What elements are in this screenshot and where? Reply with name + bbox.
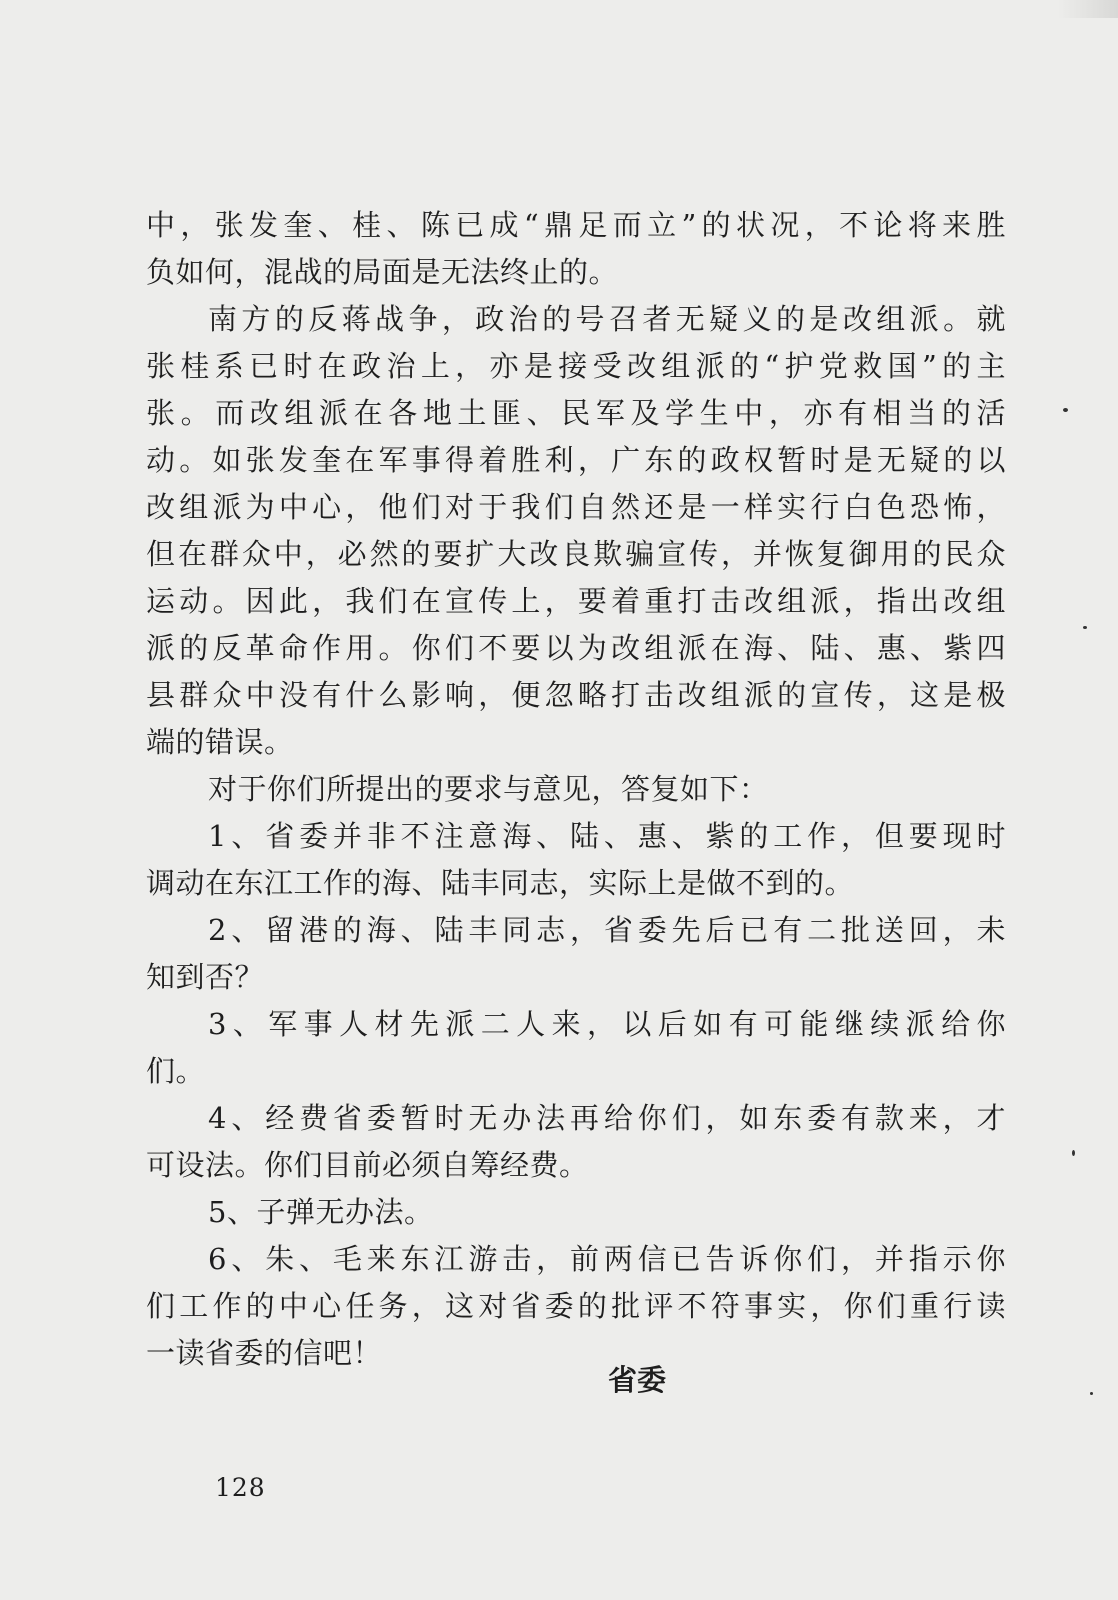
text-line: 可设法。你们目前必须自筹经费。 xyxy=(146,1148,589,1182)
scan-speck xyxy=(1063,408,1068,412)
scan-speck xyxy=(1090,1392,1093,1395)
text-line: 动。如张发奎在军事得着胜利，广东的政权暂时是无疑的以 xyxy=(146,443,1006,477)
text-line: 中，张发奎、桂、陈已成“鼎足而立”的状况，不论将来胜 xyxy=(146,208,1006,242)
text-line: 调动在东江工作的海、陆丰同志，实际上是做不到的。 xyxy=(146,866,855,900)
text-line: 5、子弹无办法。 xyxy=(208,1195,434,1229)
page-number: 128 xyxy=(215,1473,266,1502)
text-line: 但在群众中，必然的要扩大改良欺骗宣传，并恢复御用的民众 xyxy=(146,537,1006,571)
scan-speck xyxy=(1072,1150,1075,1156)
signature: 省委 xyxy=(608,1363,667,1397)
text-line: 对于你们所提出的要求与意见，答复如下： xyxy=(208,772,769,806)
text-line: 张桂系已时在政治上，亦是接受改组派的“护党救国”的主 xyxy=(146,349,1006,383)
text-line: 2、留港的海、陆丰同志，省委先后已有二批送回，未 xyxy=(208,913,1006,947)
text-line: 县群众中没有什么影响，便忽略打击改组派的宣传，这是极 xyxy=(146,678,1006,712)
document-body xyxy=(146,202,1006,1377)
text-line: 1、省委并非不注意海、陆、惠、紫的工作，但要现时 xyxy=(208,819,1006,853)
text-line: 派的反革命作用。你们不要以为改组派在海、陆、惠、紫四 xyxy=(146,631,1006,665)
text-line: 4、经费省委暂时无办法再给你们，如东委有款来，才 xyxy=(208,1101,1006,1135)
text-line: 知到否？ xyxy=(146,960,265,994)
text-line: 3、军事人材先派二人来，以后如有可能继续派给你 xyxy=(208,1007,1006,1041)
text-line: 南方的反蒋战争，政治的号召者无疑义的是改组派。就 xyxy=(208,302,1006,336)
scan-speck xyxy=(1083,626,1087,629)
text-line: 6、朱、毛来东江游击，前两信已告诉你们，并指示你 xyxy=(208,1242,1006,1276)
text-line: 们工作的中心任务，这对省委的批评不符事实，你们重行读 xyxy=(146,1289,1006,1323)
text-line: 端的错误。 xyxy=(146,725,294,759)
text-line: 们。 xyxy=(146,1054,206,1088)
text-line: 张。而改组派在各地土匪、民军及学生中，亦有相当的活 xyxy=(146,396,1006,430)
scan-edge-shadow xyxy=(1058,0,1118,18)
text-line: 负如何，混战的局面是无法终止的。 xyxy=(146,255,619,289)
text-line: 改组派为中心，他们对于我们自然还是一样实行白色恐怖， xyxy=(146,490,1006,524)
text-line: 一读省委的信吧！ xyxy=(146,1336,383,1370)
text-line: 运动。因此，我们在宣传上，要着重打击改组派，指出改组 xyxy=(146,584,1006,618)
